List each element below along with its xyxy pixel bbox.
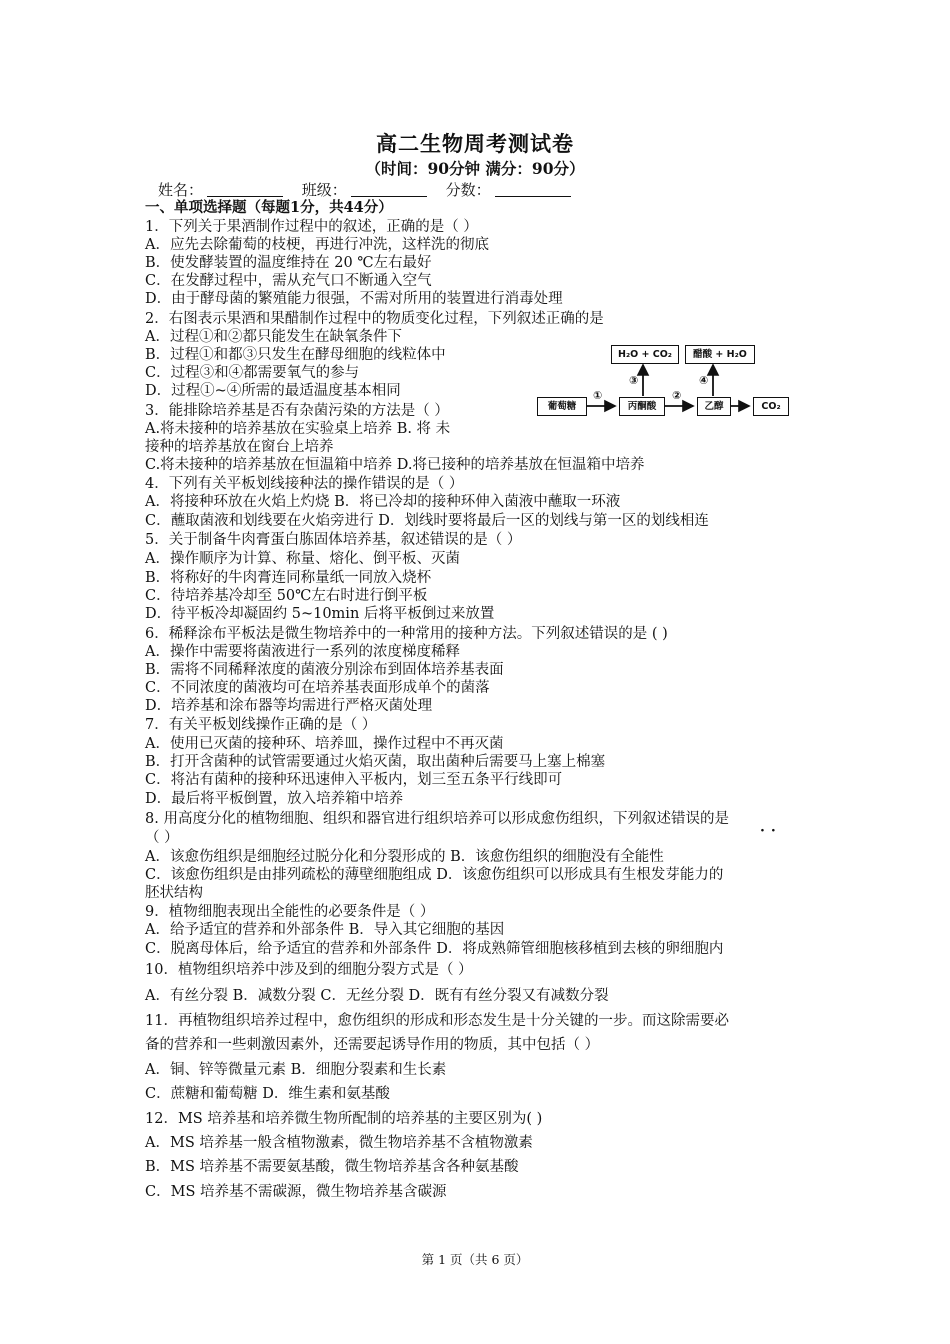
question-line: C．该愈伤组织是由排列疏松的薄壁细胞组成 D．该愈伤组织可以形成具有生根发芽能力的 bbox=[145, 867, 724, 883]
question-line: 6．稀释涂布平板法是微生物培养中的一种常用的接种方法。下列叙述错误的是 ( ) bbox=[145, 626, 668, 642]
question-line: C.将未接种的培养基放在恒温箱中培养 D.将已接种的培养基放在恒温箱中培养 bbox=[145, 457, 645, 473]
question-line: C．MS 培养基不需碳源，微生物培养基含碳源 bbox=[145, 1184, 447, 1200]
question-line: B．需将不同稀释浓度的菌液分别涂布到固体培养基表面 bbox=[145, 662, 504, 678]
question-line: A．使用已灭菌的接种环、培养皿，操作过程中不再灭菌 bbox=[145, 736, 504, 752]
question-line: B．过程①和都③只发生在酵母细胞的线粒体中 bbox=[145, 347, 446, 363]
question-line: 11．再植物组织培养过程中，愈伤组织的形成和形态发生是十分关键的一步。而这除需要必 bbox=[145, 1013, 729, 1029]
question-line: A．该愈伤组织是细胞经过脱分化和分裂形成的 B．该愈伤组织的细胞没有全能性 bbox=[145, 849, 664, 865]
question-line: A．应先去除葡萄的枝梗，再进行冲洗，这样洗的彻底 bbox=[145, 237, 489, 253]
question-line: A．过程①和②都只能发生在缺氧条件下 bbox=[145, 329, 402, 345]
name-label: 姓名： bbox=[158, 181, 204, 199]
question-line: （ ） bbox=[145, 830, 179, 846]
glucose-box: 葡萄糖 bbox=[537, 397, 587, 416]
question-line: C．待培养基冷却至 50℃左右时进行倒平板 bbox=[145, 588, 428, 604]
step-2-label: ② bbox=[672, 389, 682, 402]
question-line: D．待平板冷却凝固约 5~10min 后将平板倒过来放置 bbox=[145, 606, 495, 622]
question-line: C．蘸取菌液和划线要在火焰旁进行 D．划线时要将最后一区的划线与第一区的划线相连 bbox=[145, 513, 709, 529]
question-line: C．在发酵过程中，需从充气口不断通入空气 bbox=[145, 273, 432, 289]
question-line: 备的营养和一些刺激因素外，还需要起诱导作用的物质，其中包括（ ） bbox=[145, 1037, 600, 1053]
question-line: D．由于酵母菌的繁殖能力很强，不需对所用的装置进行消毒处理 bbox=[145, 291, 563, 307]
question-line: 9．植物细胞表现出全能性的必要条件是（ ） bbox=[145, 904, 435, 920]
question-line: 12．MS 培养基和培养微生物所配制的培养基的主要区别为( ) bbox=[145, 1111, 543, 1127]
ethanol-box: 乙醇 bbox=[697, 397, 731, 416]
question-line: A．将接种环放在火焰上灼烧 B．将已冷却的接种环伸入菌液中蘸取一环液 bbox=[145, 494, 621, 510]
acetic-acid-box: 醋酸 + H₂O bbox=[685, 345, 755, 364]
question-line: D．最后将平板倒置，放入培养箱中培养 bbox=[145, 791, 404, 807]
question-line: B．使发酵装置的温度维持在 20 ℃左右最好 bbox=[145, 255, 432, 271]
question-line: C．不同浓度的菌液均可在培养基表面形成单个的菌落 bbox=[145, 680, 490, 696]
student-info-row bbox=[158, 179, 585, 200]
question-line: 7．有关平板划线操作正确的是（ ） bbox=[145, 717, 377, 733]
question-line: C．将沾有菌种的接种环迅速伸入平板内，划三至五条平行线即可 bbox=[145, 772, 563, 788]
class-label: 班级： bbox=[301, 181, 347, 199]
question-line: 接种的培养基放在窗台上培养 bbox=[145, 439, 334, 455]
question-line: B．将称好的牛肉膏连同称量纸一同放入烧杯 bbox=[145, 570, 432, 586]
question-line: A．MS 培养基一般含植物激素，微生物培养基不含植物激素 bbox=[145, 1135, 533, 1151]
question-line: A．有丝分裂 B．减数分裂 C．无丝分裂 D．既有有丝分裂又有减数分裂 bbox=[145, 988, 609, 1004]
co2-box: CO₂ bbox=[753, 397, 789, 416]
question-line: B．MS 培养基不需要氨基酸，微生物培养基含各种氨基酸 bbox=[145, 1159, 519, 1175]
question-line: A．操作中需要将菌液进行一系列的浓度梯度稀释 bbox=[145, 644, 460, 660]
question-line: C．蔗糖和葡萄糖 D．维生素和氨基酸 bbox=[145, 1086, 390, 1102]
page-footer: 第 1 页（共 6 页） bbox=[421, 1252, 529, 1267]
name-blank[interactable] bbox=[207, 182, 283, 197]
score-blank[interactable] bbox=[495, 182, 571, 197]
question-line: A．铜、锌等微量元素 B．细胞分裂素和生长素 bbox=[145, 1062, 447, 1078]
water-co2-box: H₂O + CO₂ bbox=[611, 345, 679, 364]
metabolism-diagram bbox=[535, 340, 790, 425]
question-line: D．培养基和涂布器等均需进行严格灭菌处理 bbox=[145, 698, 433, 714]
question-line: A．操作顺序为计算、称量、熔化、倒平板、灭菌 bbox=[145, 551, 460, 567]
page-title: 高二生物周考测试卷 bbox=[376, 131, 574, 156]
question-line: A.将未接种的培养基放在实验桌上培养 B. 将 未 bbox=[145, 421, 451, 437]
step-1-label: ① bbox=[593, 389, 603, 402]
emphasis-dots: ·· bbox=[760, 823, 782, 839]
question-line: 4．下列有关平板划线接种法的操作错误的是（ ） bbox=[145, 476, 464, 492]
class-blank[interactable] bbox=[351, 182, 427, 197]
question-line: C．过程③和④都需要氧气的参与 bbox=[145, 365, 360, 381]
question-line: 胚状结构 bbox=[145, 885, 203, 901]
question-line: B．打开含菌种的试管需要通过火焰灭菌，取出菌种后需要马上塞上棉塞 bbox=[145, 754, 606, 770]
question-line: 10．植物组织培养中涉及到的细胞分裂方式是（ ） bbox=[145, 962, 473, 978]
question-line: 1．下列关于果酒制作过程中的叙述，正确的是（ ） bbox=[145, 219, 478, 235]
question-line: C．脱离母体后，给予适宜的营养和外部条件 D．将成熟筛管细胞核移植到去核的卵细胞内 bbox=[145, 941, 724, 957]
question-line: 5．关于制备牛肉膏蛋白胨固体培养基，叙述错误的是（ ） bbox=[145, 532, 522, 548]
step-4-label: ④ bbox=[699, 374, 709, 387]
question-line: 3．能排除培养基是否有杂菌污染的方法是（ ） bbox=[145, 403, 449, 419]
question-line: 2．右图表示果酒和果醋制作过程中的物质变化过程，下列叙述正确的是 bbox=[145, 311, 604, 327]
section-heading: 一、单项选择题（每题1分，共44分） bbox=[145, 199, 393, 216]
pyruvate-box: 丙酮酸 bbox=[619, 397, 665, 416]
question-line: A．给予适宜的营养和外部条件 B．导入其它细胞的基因 bbox=[145, 922, 505, 938]
question-line: D．过程①~④所需的最适温度基本相同 bbox=[145, 383, 401, 399]
exam-subtitle: （时间：90分钟 满分：90分） bbox=[365, 159, 585, 178]
score-label: 分数： bbox=[445, 181, 491, 199]
question-line: 8. 用高度分化的植物细胞、组织和器官进行组织培养可以形成愈伤组织，下列叙述错误的是 bbox=[145, 811, 729, 827]
step-3-label: ③ bbox=[629, 374, 639, 387]
